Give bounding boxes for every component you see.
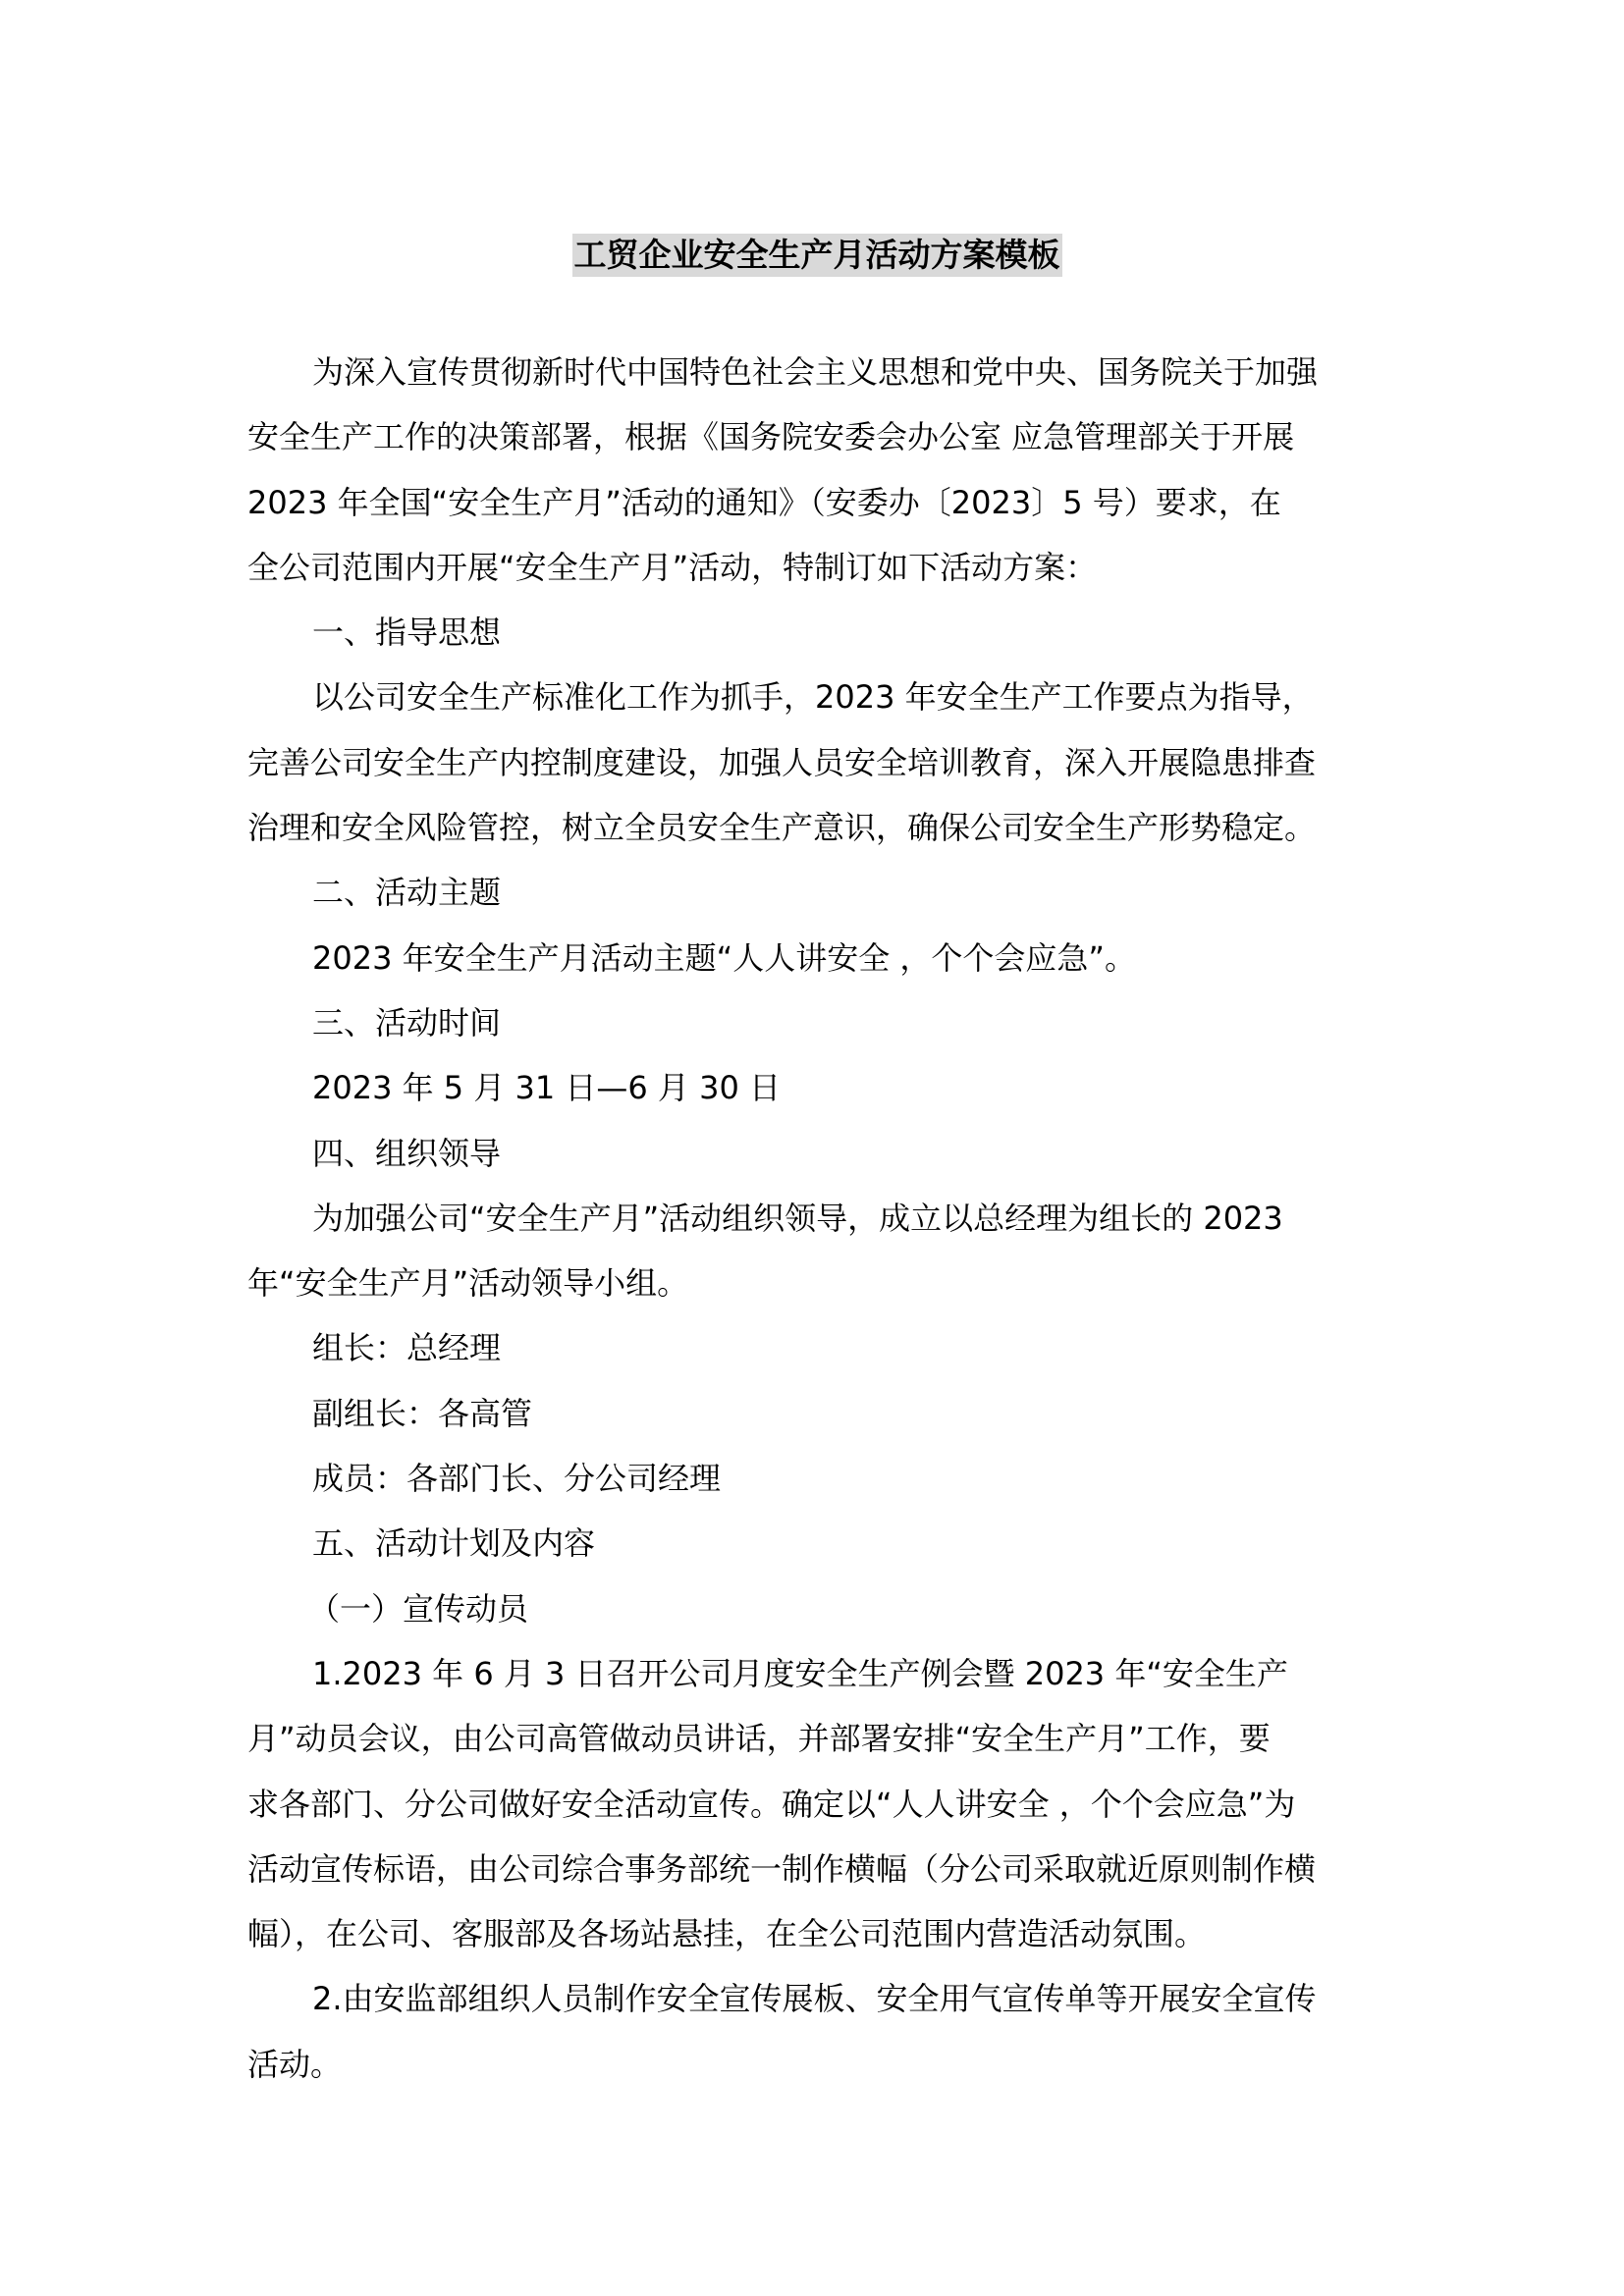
subsection-heading-publicity xyxy=(247,1576,1386,1641)
section-heading-activity-theme xyxy=(247,860,1386,925)
text-line: 组长：总经理 xyxy=(312,1329,502,1367)
text-line: 安全生产工作的决策部署，根据《国务院安委会办公室 应急管理部关于开展 xyxy=(247,418,1295,456)
text-line: 幅），在公司、客服部及各场站悬挂，在全公司范围内营造活动氛围。 xyxy=(247,1915,1207,1953)
section-heading-activity-time xyxy=(247,990,1386,1055)
document-title: 工贸企业安全生产月活动方案模板 xyxy=(572,234,1062,277)
text-line: 活动宣传标语，由公司综合事务部统一制作横幅（分公司采取就近原则制作横 xyxy=(247,1849,1317,1888)
publicity-item-1 xyxy=(247,1641,1386,1966)
heading-text: 五、活动计划及内容 xyxy=(312,1524,596,1563)
section-heading-activity-plan xyxy=(247,1511,1386,1575)
section-heading-guiding-ideology xyxy=(247,600,1386,665)
text-line: 为加强公司“安全生产月”活动组织领导，成立以总经理为组长的 2023 xyxy=(312,1199,1283,1237)
text-line: 月”动员会议，由公司高管做动员讲话，并部署安排“安全生产月”工作，要 xyxy=(247,1720,1271,1758)
text-line: 1.2023 年 6 月 3 日召开公司月度安全生产例会暨 2023 年“安全生产 xyxy=(312,1654,1288,1692)
text-line: 求各部门、分公司做好安全活动宣传。确定以“人人讲安全 ，个个会应急”为 xyxy=(247,1785,1296,1823)
text-line: 全公司范围内开展“安全生产月”活动，特制订如下活动方案： xyxy=(247,548,1098,586)
text-line: 治理和安全风险管控，树立全员安全生产意识，确保公司安全生产形势稳定。 xyxy=(247,809,1317,847)
guiding-ideology-paragraph xyxy=(247,665,1386,860)
text-line: 2023 年 5 月 31 日—6 月 30 日 xyxy=(312,1069,781,1107)
document-body xyxy=(247,340,1386,2097)
heading-text: 三、活动时间 xyxy=(312,1003,502,1041)
text-line: 年“安全生产月”活动领导小组。 xyxy=(247,1264,689,1303)
text-line: 2023 年安全生产月活动主题“人人讲安全 ，个个会应急”。 xyxy=(312,938,1136,977)
text-line: 2023 年全国“安全生产月”活动的通知》（安委办〔2023〕5 号）要求，在 xyxy=(247,483,1281,521)
members-line xyxy=(247,1446,1386,1511)
intro-paragraph xyxy=(247,340,1386,600)
subheading-text: （一）宣传动员 xyxy=(308,1589,529,1628)
title-container xyxy=(247,234,1386,277)
heading-text: 一、指导思想 xyxy=(312,614,502,652)
text-line: 为深入宣传贯彻新时代中国特色社会主义思想和党中央、国务院关于加强 xyxy=(312,353,1319,391)
text-line: 以公司安全生产标准化工作为抓手，2023 年安全生产工作要点为指导， xyxy=(312,678,1314,717)
heading-text: 四、组织领导 xyxy=(312,1134,502,1172)
heading-text: 二、活动主题 xyxy=(312,874,502,912)
deputy-leader-line xyxy=(247,1381,1386,1446)
organization-paragraph xyxy=(247,1186,1386,1316)
activity-time-paragraph xyxy=(247,1055,1386,1120)
publicity-item-2 xyxy=(247,1966,1386,2097)
text-line: 活动。 xyxy=(247,2045,343,2083)
text-line: 2.由安监部组织人员制作安全宣传展板、安全用气宣传单等开展安全宣传 xyxy=(312,1980,1317,2018)
section-heading-organization xyxy=(247,1121,1386,1186)
activity-theme-paragraph xyxy=(247,926,1386,990)
text-line: 副组长：各高管 xyxy=(312,1394,533,1432)
text-line: 完善公司安全生产内控制度建设，加强人员安全培训教育，深入开展隐患排查 xyxy=(247,743,1317,781)
team-leader-line xyxy=(247,1315,1386,1380)
text-line: 成员：各部门长、分公司经理 xyxy=(312,1460,722,1498)
